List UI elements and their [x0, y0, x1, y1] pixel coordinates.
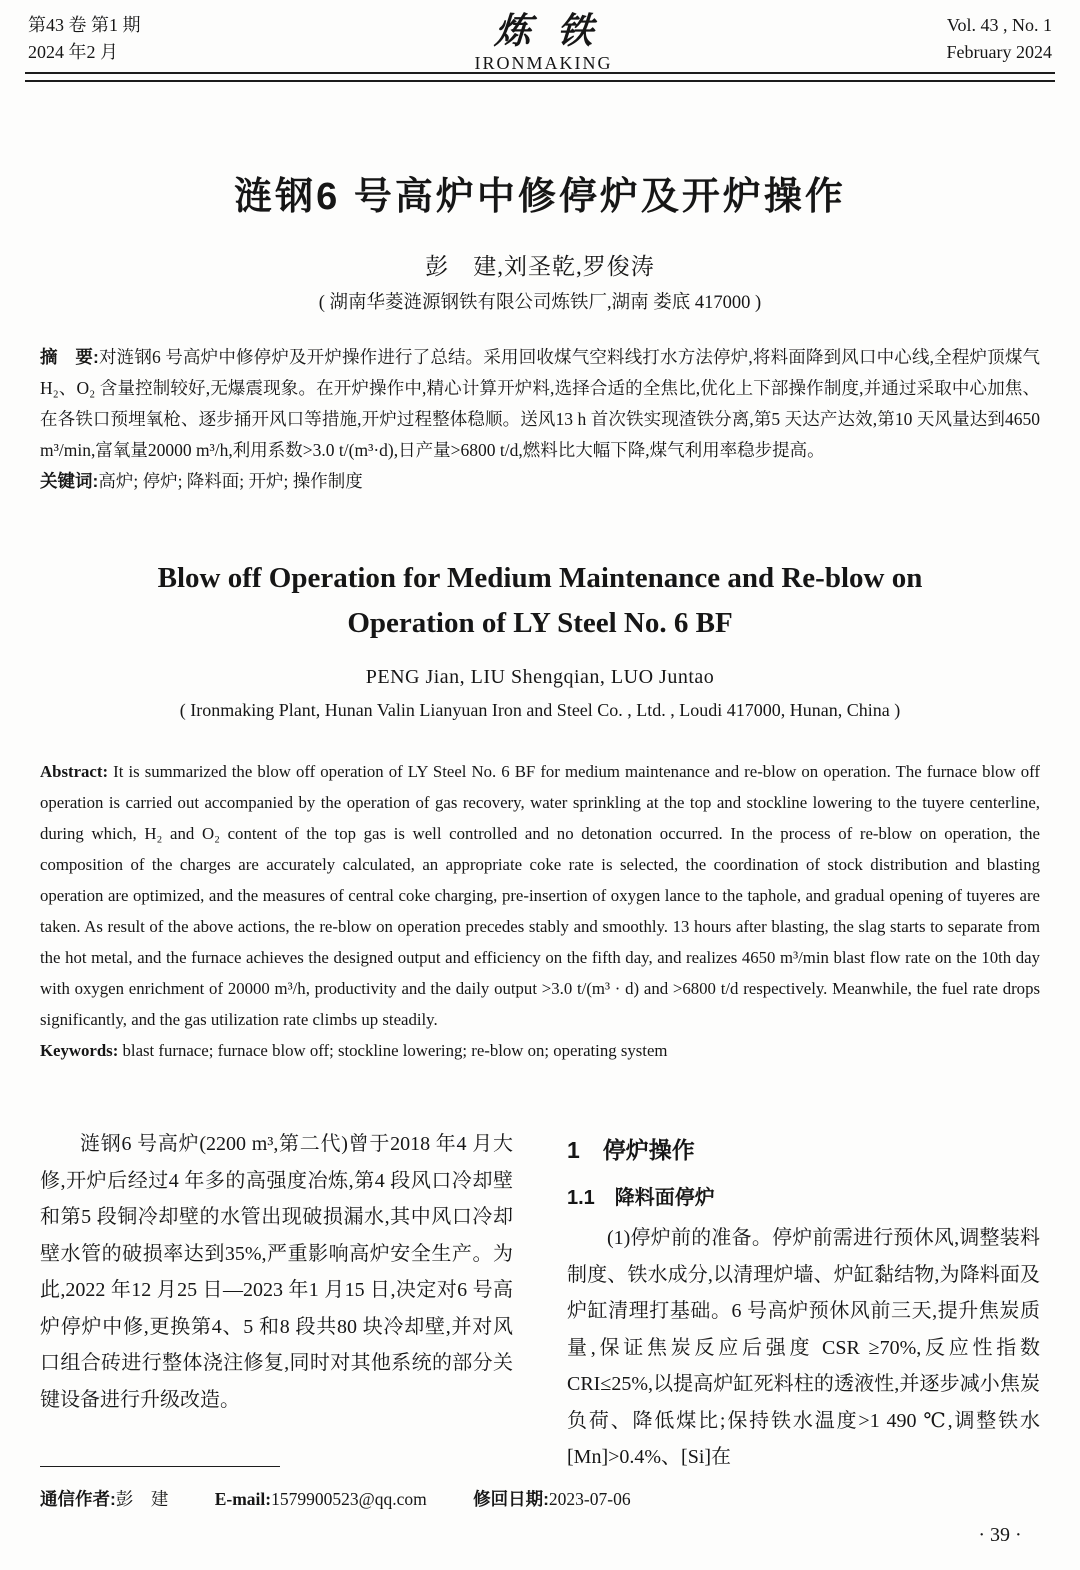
- keywords-text-en: blast furnace; furnace blow off; stockline lowering; re-blow on; operating system: [122, 1041, 668, 1060]
- authors-en: PENG Jian, LIU Shengqian, LUO Juntao: [365, 666, 715, 688]
- issue-info-cn: [28, 12, 141, 66]
- journal-name-cn: 炼铁: [493, 11, 620, 51]
- abstract-section-cn: [40, 342, 1040, 497]
- issue-date-cn: 2024 年2 月: [28, 42, 118, 62]
- abstract-text-en: It is summarized the blow off operation of LY Steel No. 6 BF for medium maintenance and re-blow on operation. The furnace blow off operation is carried out accompanied by the operation of gas recovery, water sprinkling at the top and stockline lowering to the tuyere centerline, during which, H₂ and O₂ content of the top gas is well controlled and no detonation occurred. In the process of re-blow on operation, the composition of the charges are accurately calculated, an appropriate coke rate is selected, the coordination of stock distribution and blasting operation are optimized, and the measures of central coke charging, pre-insertion of oxygen lance to the taphole, and gradual opening of tuyeres are taken. As result of the above actions, the re-blow on operation precedes stably and smoothly. 13 hours after blasting, the slag starts to separate from the hot metal, and the furnace achieves the designed output and efficiency on the fifth day, and realizes 4650 m³/min blast flow rate on the 10th day with oxygen enrichment of 20000 m³/h, productivity and the daily output >3.0 t/(m³ · d) and >6800 t/d respectively. Meanwhile, the fuel rate drops significantly, and the gas utilization rate climbs up steadily.: [40, 762, 1040, 1029]
- journal-logo: [141, 12, 947, 74]
- revision-date-value: 2023-07-06: [548, 1489, 631, 1509]
- abstract-cn: [40, 342, 1040, 466]
- section-1-1-heading: 1.1 降料面停炉: [567, 1187, 715, 1209]
- correspondent-group: [40, 1489, 168, 1509]
- article-title-en-line2: Operation of LY Steel No. 6 BF: [347, 607, 733, 639]
- issue-date-en: February 2024: [946, 42, 1052, 62]
- body-columns: [40, 1126, 1040, 1476]
- keywords-text-cn: 高炉; 停炉; 降料面; 开炉; 操作制度: [98, 471, 363, 491]
- body-column-right: [567, 1126, 1040, 1476]
- correspondent-label: 通信作者:: [40, 1489, 116, 1509]
- keywords-label-en: Keywords:: [40, 1041, 119, 1060]
- keywords-en: [40, 1035, 1040, 1066]
- volume-issue-en: Vol. 43 , No. 1: [946, 15, 1052, 35]
- email-label: E-mail:: [214, 1489, 272, 1509]
- volume-issue-cn: 第43 卷 第1 期: [28, 15, 141, 35]
- footnote: [40, 1486, 1040, 1511]
- abstract-text-cn: 对涟钢6 号高炉中修停炉及开炉操作进行了总结。采用回收煤气空料线打水方法停炉,将料面降到风口中心线,全程炉顶煤气 H₂、O₂ 含量控制较好,无爆震现象。在开炉操作中,精心计算开炉料,选择合适的全焦比,优化上下部操作制度,并通过采取中心加焦、在各铁口预埋氧枪、逐步捅开风口等措施,开炉过程整体稳顺。送风13 h 首次铁实现渣铁分离,第5 天达产达效,第10 天风量达到4650 m³/min,富氧量20000 m³/h,利用系数>3.0 t/(m³·d),日产量>6800 t/d,燃料比大幅下降,煤气利用率稳步提高。: [40, 347, 1041, 460]
- intro-paragraph: 涟钢6 号高炉(2200 m³,第二代)曾于2018 年4 月大修,开炉后经过4 年多的高强度冶炼,第4 段风口冷却壁和第5 段铜冷却壁的水管出现破损漏水,其中风口冷却壁水管的破损率达到35%,严重影响高炉安全生产。为此,2022 年12 月25 日—2023 年1 月15 日,决定对6 号高炉停炉中修,更换第4、5 和8 段共80 块冷却壁,并对风口组合砖进行整体浇注修复,同时对其他系统的部分关键设备进行升级改造。: [40, 1133, 513, 1411]
- keywords-cn: [40, 466, 1040, 497]
- abstract-en: [40, 756, 1040, 1035]
- article-title-en-line1: Blow off Operation for Medium Maintenance and Re-blow on: [157, 562, 923, 594]
- article-title-cn: 涟钢6 号高炉中修停炉及开炉操作: [234, 176, 846, 218]
- body-column-left: [40, 1126, 513, 1476]
- issue-info-en: [947, 12, 1052, 66]
- revision-date-group: [473, 1489, 630, 1509]
- footnote-divider: [40, 1466, 280, 1467]
- header-divider: [25, 72, 1055, 82]
- abstract-label-cn: 摘 要:: [40, 347, 99, 367]
- revision-date-label: 修回日期:: [473, 1489, 549, 1509]
- section-1-1-paragraph: (1)停炉前的准备。停炉前需进行预休风,调整装料制度、铁水成分,以清理炉墙、炉缸黏结物,为降料面及炉缸清理打基础。6 号高炉预休风前三天,提升焦炭质量,保证焦炭反应后强度 CSR ≥70%,反应性指数 CRI≤25%,以提高炉缸死料柱的透液性,并逐步减小焦炭负荷、降低煤比;保持铁水温度>1 490 ℃,调整铁水[Mn]>0.4%、[Si]在: [567, 1227, 1040, 1468]
- article-title-en: [40, 556, 1040, 646]
- affiliation-cn: ( 湖南华菱涟源钢铁有限公司炼铁厂,湖南 娄底 417000 ): [318, 293, 762, 313]
- correspondent-name: 彭 建: [115, 1489, 169, 1509]
- section-1-heading: 1 停炉操作: [567, 1137, 695, 1163]
- page-number: · 39 ·: [978, 1524, 1022, 1546]
- affiliation-en: ( Ironmaking Plant, Hunan Valin Lianyuan Iron and Steel Co. , Ltd. , Loudi 417000, Hunan, China ): [179, 700, 901, 720]
- journal-masthead: [28, 12, 1052, 74]
- keywords-label-cn: 关键词:: [40, 471, 99, 491]
- journal-name-en: IRONMAKING: [474, 53, 613, 73]
- abstract-section-en: [40, 756, 1040, 1066]
- email-value: 1579900523@qq.com: [271, 1489, 427, 1509]
- authors-cn: 彭 建,刘圣乾,罗俊涛: [425, 254, 655, 279]
- abstract-label-en: Abstract:: [40, 762, 109, 781]
- email-group: [215, 1489, 427, 1509]
